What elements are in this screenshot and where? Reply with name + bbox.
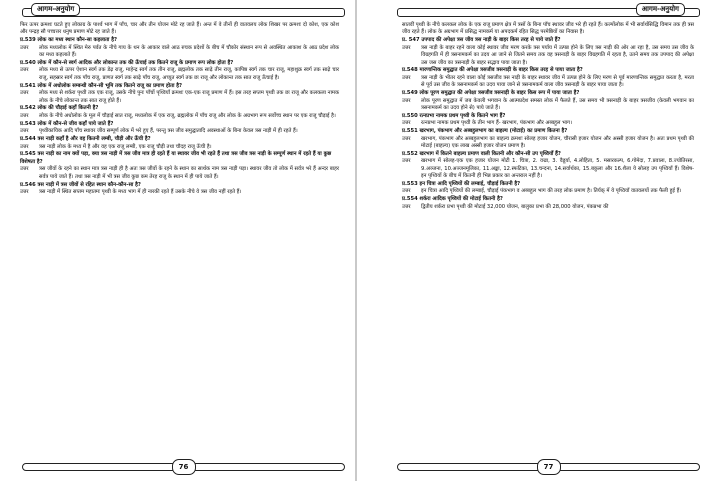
question: प्र.541 लोक में अधोलोक सम्बन्धी कौन-सी भूमि तक कितने राजू का प्रमाण होता है? (20, 82, 183, 89)
answer (402, 136, 694, 151)
qa-item (20, 105, 339, 120)
qa-item (20, 37, 339, 59)
answer-label: उत्तर (20, 90, 29, 97)
right-page (357, 0, 712, 481)
question: प्र.544 त्रस नाड़ी कहाँ है और वह कितनी लम्बी, चौड़ी और ऊँची है? (20, 136, 151, 143)
answer (402, 98, 694, 113)
header-bar (397, 5, 700, 17)
answer-label: उत्तर (402, 158, 411, 165)
page-number: 77 (537, 459, 561, 475)
answer (20, 144, 339, 151)
answer-text: लोक मध्यलोक में स्थित मेरु पर्वत के नीचे गाय के थन के आकार वाले आठ रुचक प्रदेशों के बीच में चौकोर संस्थान रूप से अवस्थित आकाश के आठ प्रदेश लोक का मध्य कहलाते हैं। (39, 44, 339, 59)
answer-label: उत्तर (20, 44, 29, 51)
right-page-content (402, 22, 694, 211)
answer (20, 128, 339, 135)
question: प्र.550 रत्नप्रभा नामक प्रथम पृथ्वी के कितने भाग हैं? (402, 112, 506, 119)
intro-paragraph: सातवीं पृथ्वी के नीचे कलकल लोक के एक राजू प्रमाण क्षेत्र में त्रसों के बिना पाँच स्थावर जीव भरे ही रहते हैं। कल्पोंलोक में भी सर्वार्थसिद्धि विमान तक ही त्रस जीव रहते हैं। लोक के अग्रभाग में प्रसिद्ध नामकर्म या अपदकर्म रहित सिद्ध परमेष्ठियों का निवास है। (402, 22, 694, 36)
answer-text: लोक मध्य से ऊपर ऐशान स्वर्ग तक डेढ़ राजू, माहेन्द्र स्वर्ग तक तीन राजू, ब्रह्मलोक तक साढ़े तीन राजू, कापिष्ठ स्वर्ग तक चार राजू, महाशुक्र स्वर्ग तक साढ़े चार राजू, सहस्रार स्वर्ग तक पाँच राजू, प्राणत स्वर्ग तक साढ़े पाँच राजू, अच्युत स्वर्ग तक छः राजू और लोकान्त तक सात राजू ऊँचाई है। (39, 67, 339, 81)
answer-text: त्रस नाड़ी में स्थित सप्तम महातमः पृथ्वी के मध्य भाग में ही नारकी रहते हैं उसके नीचे वे त्रस जीव नहीं रहते हैं। (39, 188, 242, 195)
answer-text: लोक पूरण समुद्घात में जब केवली भगवान के आत्मप्रदेश समस्त लोक में फैलते हैं, उस समय भी त्रसनाड़ी के बाहर त्रसजीव (केवली भगवान का त्रसनामकर्म का उदय होने से) पाये जाते हैं। (421, 97, 694, 111)
answer-label: उत्तर (402, 188, 411, 195)
answer-label: उत्तर (20, 143, 29, 150)
answer (20, 45, 339, 60)
answer-label: उत्तर (402, 120, 411, 127)
question: प्र.553 इन चित्रा आदि पृथ्वियों की लम्बाई, चौड़ाई कितनी है? (402, 181, 521, 188)
left-page-content (20, 22, 339, 196)
running-header: आगम-अनुयोग (636, 3, 685, 16)
qa-item (402, 37, 694, 67)
answer-text: त्रस नाड़ी के भीतर रहने वाला कोई त्रसजीव त्रस नाड़ी के बाहर स्थावर जीव में उत्पन्न होने के लिए मरण से पूर्व मारणान्तिक समुद्घात करता है, मरता से पूर्व उस जीव के त्रसनामकर्म का उदय पाया जाने से त्रसनामकर्म वाला जीव त्रसनाड़ी के बाहर पाया जाता है। (421, 74, 694, 89)
header-bar (22, 5, 345, 17)
qa-item (402, 181, 694, 196)
qa-item (402, 128, 694, 150)
intro-paragraph: फिर ऊपर क्रमशः घटते हुए लोकाग्र के पार्श्व भाग में पाँच, चार और तीन योजन मोटे रह जाते हैं। अन्त में वे तीनों ही वातवलय लोक शिखर पर क्रमशः दो कोश, एक कोश और पन्द्रह सौ पच्चत्तर धनुष प्रमाण मोटे रह जाते हैं। (20, 22, 339, 36)
answer-text: खरभाग, पंकभाग और अब्बहुलभाग का बाहल्य क्रमशः सोलह हजार योजन, चौरासी हजार योजन और अस्सी हजार योजन है। अतः प्रथम पृथ्वी की मोटाई (बाहल्य) एक लाख अस्सी हजार योजन प्रमाण है। (421, 135, 694, 149)
answer-text: त्रस नाड़ी के बाहर रहने वाला कोई स्थावर जीव मरण करके त्रस पर्याय में उत्पन्न होने के लिए त्रस नाड़ी की ओर आ रहा है, उस समय उस जीव के विग्रहगति में ही त्रसनामकर्म का उदय आ जाने से जितने समय तक वह त्रसनाड़ी के बाहर विग्रहगति में रहता है, उतने समय तक उपपाद की अपेक्षा उस जस जीव का त्रसनाड़ी के बाहर सद्भाव पाया जाता है। (421, 44, 694, 66)
running-header: आगम-अनुयोग (31, 3, 80, 16)
qa-item (20, 136, 339, 151)
question: प्र.554 शर्करा आदिक पृथ्वियों की मोटाई कितनी है? (402, 196, 503, 203)
qa-item (402, 113, 694, 128)
question: प्र.549 लोक पूरण समुद्घात की अपेक्षा त्रसजीव त्रसनाड़ी के बाहर किस रूप में पाया जाता है? (402, 90, 580, 97)
answer-label: उत्तर (402, 135, 411, 142)
qa-item (20, 121, 339, 136)
answer-text: लोक के नीचे अधोलोक के मूल में चौड़ाई सात राजू, मध्यलोक में एक राजू, ब्रह्मलोक में पाँच राजू और लोक के अग्रभाग रूप सर्वोच्च स्थान पर एक राजू चौड़ाई है। (39, 112, 336, 119)
answer-label: उत्तर (20, 166, 29, 173)
qa-item (20, 182, 339, 197)
qa-item (402, 151, 694, 181)
answer (402, 120, 694, 127)
answer (402, 45, 694, 67)
qa-item (402, 67, 694, 89)
question: प्र.546 त्रस नाड़ी में त्रस जीवों से रहित स्थान कौन-कौन-सा है? (20, 181, 141, 188)
answer-text: द्वितीय शर्करा प्रभा पृथ्वी की मोटाई 32,000 योजन, बालुका प्रभा की 28,000 योजन, पंकप्रभा की (421, 203, 609, 210)
qa-item (402, 90, 694, 112)
question: प्र.539 लोक का मध्य स्थान कौन-सा कहलाता है? (20, 37, 117, 44)
question: प्र.542 लोक की चौड़ाई कहाँ कितनी है? (20, 105, 99, 112)
answer-text: त्रस नाड़ी लोक के मध्य में है और वह एक राजू लम्बी, एक राजू चौड़ी तथा चौदह राजू ऊँची है। (39, 143, 212, 150)
page-number: 76 (172, 459, 196, 475)
qa-item (20, 60, 339, 82)
answer-label: उत्तर (20, 188, 29, 195)
answer-label: उत्तर (20, 128, 29, 135)
qa-item (20, 151, 339, 181)
qa-item (20, 83, 339, 105)
answer (20, 113, 339, 120)
answer (20, 189, 339, 196)
answer (402, 204, 694, 211)
question: प्र.552 खरभाग में कितने बाहल्य प्रमाण वाली कितनी और कौन-सी उप पृथ्वियाँ हैं? (402, 150, 561, 157)
answer (20, 166, 339, 181)
left-page (0, 0, 355, 481)
answer (402, 188, 694, 195)
answer-text: पृथ्वीकायिक आदि पाँच स्थावर जीव सम्पूर्ण लोक में भरे हुए हैं, परन्तु त्रस जीव समुद्घातादि अवस्थाओं के बिना केवल त्रस नाड़ी में ही रहते हैं। (39, 128, 298, 135)
answer-text: लोक मध्य से शर्करा पृथ्वी तक एक राजू, उसके नीचे पुनः पाँचों पृथ्वियाँ क्रमशः एक-एक राजू प्रमाण में हैं। इस तरह सप्तम पृथ्वी तक छः राजू और कलकला नामक लोक के नीचे लोकान्त तक सात राजू होते हैं। (39, 90, 339, 104)
answer-text: इन चित्रा आदि पृथ्वियों की लम्बाई, चौड़ाई पंकभाग व अब्बहुल भाग की तरह लोक प्रमाण है। तिर्यक् में ये पृथ्वियाँ वातवलयों तक फैली हुई हैं। (421, 188, 682, 195)
question: प्र.548 मारणान्तिक समुद्घात की अपेक्षा त्रसजीव त्रसनाड़ी के बाहर किस तरह से पाया जाता है? (402, 67, 583, 74)
footer-bar (22, 463, 345, 471)
answer (402, 158, 694, 180)
footer-bar (397, 463, 700, 471)
answer-label: उत्तर (402, 203, 411, 210)
question: प्र.540 लोक में कौन-से स्वर्ग आदिक और लोकान्त तक की ऊँचाई तक कितने राजू के प्रमाण रूप लोक होता है? (20, 60, 234, 67)
qa-item (402, 196, 694, 211)
question: प्र.545 त्रस नाड़ी का नाम क्यों पड़ा, क्या त्रस नाड़ी में त्रस जीव मात्र ही रहते हैं या स्थावर जीव भी रहते हैं तथा त्रस जीव त्रस नाड़ी के सम्पूर्ण स्थान में रहते हैं या कुछ विशेषता है? (20, 151, 332, 165)
answer (402, 75, 694, 90)
answer-text: खरभाग में सोलह-एक एक हजार योजन मोटी 1. चित्रा, 2. वज्रा, 3. वैडूर्या, 4.लोहिता, 5. मसारकल्प, 6.गोमेदा, 7.प्रवाला, 8.ज्योतिरसा, 9.अञ्जना, 10.अञ्जनमूलिका, 11.अङ्का, 12.स्फटिका, 13.चन्दना, 14.सर्वार्थका, 15.बकुला और 16.शैला ये सोलह उप पृथ्वियाँ हैं। विशेष- इन पृथ्वियों के बीच में कितनी ही भिन्न प्रकार का अन्तराल नहीं है। (421, 158, 694, 180)
question: प्र. 547 उपपाद की अपेक्षा त्रस जीव त्रस नाड़ी के बाहर किस तरह से पाये जाते हैं? (402, 37, 561, 44)
answer-text: त्रस जीवों के रहने का स्थान मात्र त्रस नाड़ी ही है अतः त्रस जीवों के रहने के स्थान का सार्थक नाम त्रस नाड़ी पड़ा। स्थावर जीव तो लोक में सर्वत्र भरे हैं अन्दर बाहर सर्वत्र पाये जाते हैं। तथा त्रस नाड़ी में भी त्रस जीव कुछ कम तेरह राजू के स्थान में ही पाये जाते हैं। (39, 166, 339, 180)
question: प्र.543 लोक में कौन-से जीव कहाँ पाये जाते हैं? (20, 120, 114, 127)
answer-label: उत्तर (402, 74, 411, 81)
answer (20, 90, 339, 105)
answer-label: उत्तर (402, 97, 411, 104)
answer-label: उत्तर (20, 112, 29, 119)
question: प्र.551 खरभाग, पंकभाग और अब्बहुलभाग का बाहल्य (मोटाई) का प्रमाण कितना है? (402, 128, 568, 135)
answer-label: उत्तर (20, 67, 29, 74)
answer-label: उत्तर (402, 44, 411, 51)
answer-text: रत्नप्रभा नामक प्रथम पृथ्वी के तीन भाग हैं- खरभाग, पंकभाग और अब्बहुल भाग। (421, 120, 572, 127)
answer (20, 67, 339, 82)
